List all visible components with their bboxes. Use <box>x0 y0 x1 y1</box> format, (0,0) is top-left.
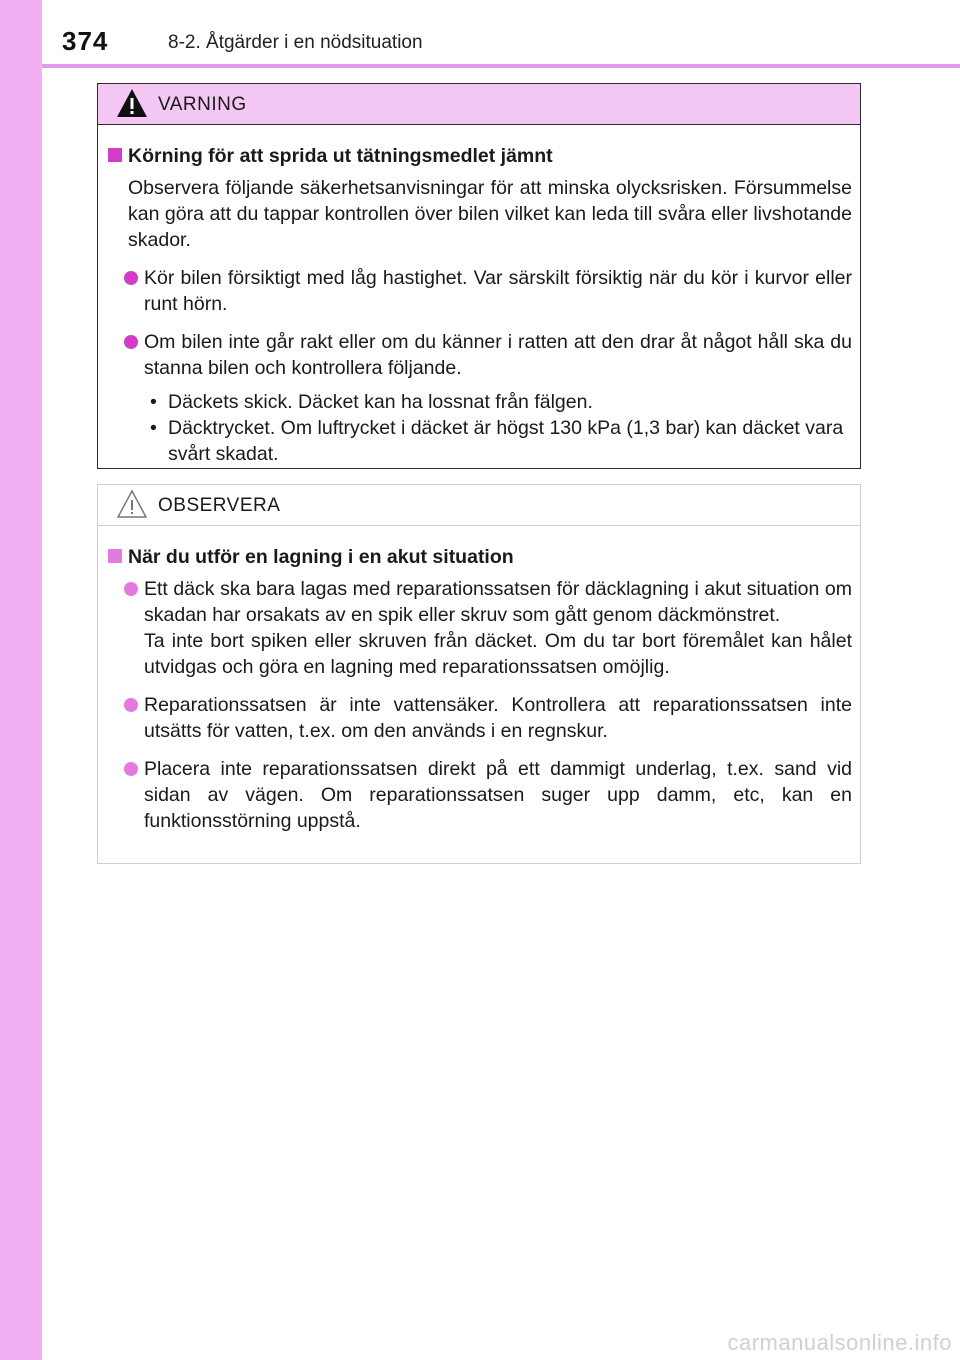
list-item <box>106 265 852 317</box>
list-item <box>106 329 852 381</box>
warning-label: VARNING <box>158 94 247 115</box>
sub-list-item-text: Däcktrycket. Om luftrycket i däcket är högst 130 kPa (1,3 bar) kan däcket vara svårt skadat. <box>168 417 844 465</box>
warning-heading-text: Körning för att sprida ut tätningsmedlet jämnt <box>128 145 553 167</box>
notice-heading-text: När du utför en lagning i en akut situation <box>128 546 514 568</box>
chapter-title: 8-2. Åtgärder i en nödsituation <box>168 32 423 53</box>
dot-icon: • <box>150 417 157 439</box>
circle-bullet-icon <box>124 582 138 596</box>
dot-icon: • <box>150 391 157 413</box>
page-number: 374 <box>62 26 109 56</box>
list-item-text: Reparationssatsen är inte vattensäker. Kontrollera att reparationssatsen inte utsätts för vatten, t.ex. om den används i en regnskur. <box>144 694 852 742</box>
warning-box <box>97 83 861 469</box>
list-item-text: Kör bilen försiktigt med låg hastighet. Var särskilt försiktig när du kör i kurvor eller runt hörn. <box>144 267 852 315</box>
list-item-text: Ett däck ska bara lagas med reparationssatsen för däcklagning i akut situation om skadan har orsakats av en spik eller skruv som gått genom däckmönstret. <box>144 578 852 626</box>
circle-bullet-icon <box>124 762 138 776</box>
warning-intro: Observera följande säkerhetsanvisningar för att minska olycksrisken. Försummelse kan göra att du tappar kontrollen över bilen vilket kan leda till svåra eller livshotande skador. <box>128 177 852 251</box>
side-strip <box>0 0 42 1360</box>
notice-heading <box>106 544 852 570</box>
list-item <box>106 692 852 744</box>
sub-list-item-text: Däckets skick. Däcket kan ha lossnat från fälgen. <box>168 391 593 413</box>
list-item <box>106 576 852 680</box>
notice-box-header <box>98 485 860 526</box>
list-item-text: Placera inte reparationssatsen direkt på ett dammigt underlag, t.ex. sand vid sidan av vägen. Om reparationssatsen suger upp damm, etc, kan en funktionsstörning uppstå. <box>144 758 852 832</box>
warning-triangle-icon <box>116 88 148 118</box>
page-header <box>42 0 960 64</box>
circle-bullet-icon <box>124 271 138 285</box>
list-item-text: Om bilen inte går rakt eller om du känner i ratten att den drar åt något håll ska du stanna bilen och kontrollera följande. <box>144 331 852 379</box>
circle-bullet-icon <box>124 698 138 712</box>
warning-body <box>98 125 860 467</box>
notice-box <box>97 484 861 864</box>
warning-heading <box>106 143 852 169</box>
warning-box-header <box>98 84 860 125</box>
square-bullet-icon <box>108 148 122 162</box>
sub-list-item <box>106 415 852 467</box>
caution-triangle-icon <box>116 489 148 519</box>
sub-list-item <box>106 389 852 415</box>
watermark: carmanualsonline.info <box>727 1330 952 1355</box>
header-rule <box>42 64 960 68</box>
notice-body <box>98 526 860 834</box>
list-item <box>106 756 852 834</box>
square-bullet-icon <box>108 549 122 563</box>
notice-label: OBSERVERA <box>158 495 281 516</box>
list-item-text-continued: Ta inte bort spiken eller skruven från däcket. Om du tar bort föremålet kan hålet utvidgas och göra en lagning med reparationssatsen omöjlig. <box>144 630 852 678</box>
circle-bullet-icon <box>124 335 138 349</box>
